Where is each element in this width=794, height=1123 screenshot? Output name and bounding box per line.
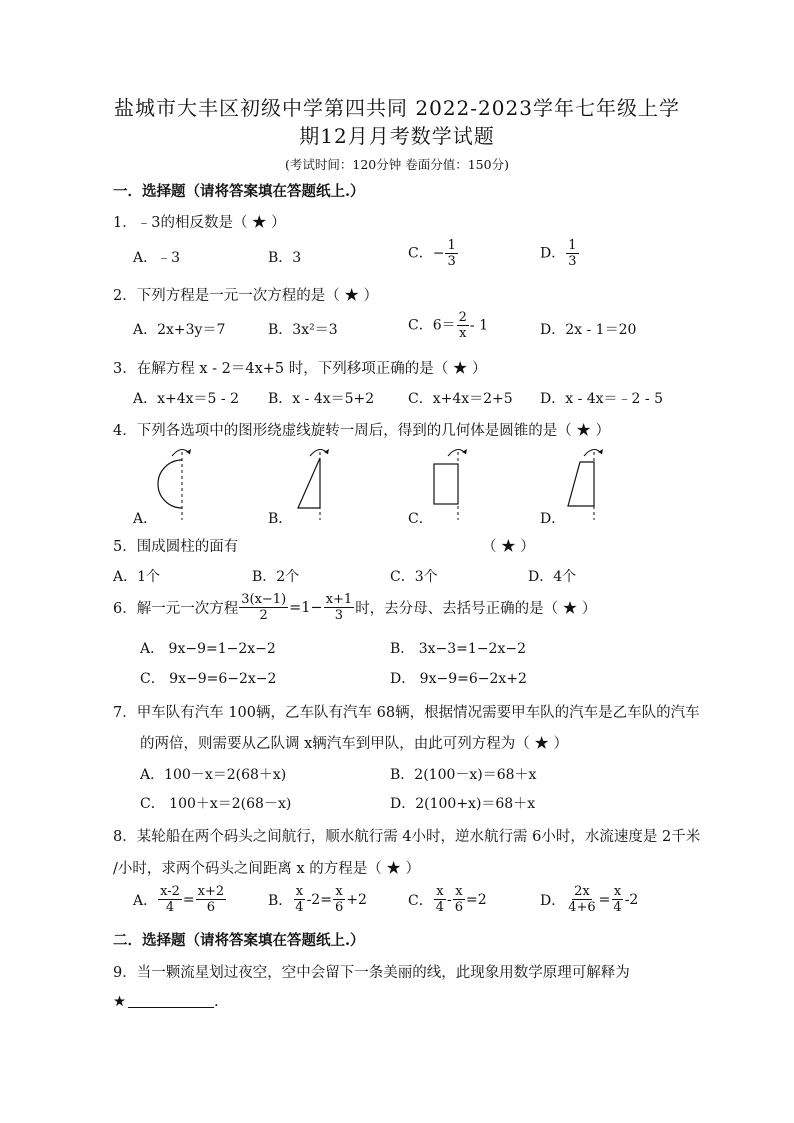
q7-option-d: D．2(100+x)＝68＋x xyxy=(390,796,536,812)
q4-figure-a-semicircle xyxy=(150,446,200,522)
q8-option-b: B． $\frac{x}{4}$ -2= $\frac{x}{6}$ +2 xyxy=(268,884,367,915)
q5-option-c: C．3个 xyxy=(390,569,438,585)
q6-option-a: A． 9x−9=1−2x−2 xyxy=(140,641,276,657)
q7-option-a: A．100－x＝2(68＋x) xyxy=(140,767,287,783)
q5-option-b: B．2个 xyxy=(252,569,300,585)
q7-stem-line2: 的两倍，则需要从乙队调 x辆汽车到甲队，由此可列方程为（ ★ ） xyxy=(140,736,569,752)
q8-stem-line1: 8．某轮船在两个码头之间航行，顺水航行需 4小时，逆水航行需 6小时，水流速度是 2千米 xyxy=(113,829,701,845)
section1-heading: 一．选择题（请将答案填在答题纸上.） xyxy=(113,183,365,200)
exam-subtitle: (考试时间：120分钟 卷面分值：150分) xyxy=(285,157,509,172)
q1-option-b: B．3 xyxy=(268,250,302,266)
exam-title-line1: 盐城市大丰区初级中学第四共同 2022-2023学年七年级上学 xyxy=(114,96,680,120)
q3-option-c: C．x+4x＝2+5 xyxy=(408,391,513,407)
q2-option-b: B．3x²＝3 xyxy=(268,322,338,338)
q4-figure-d-trapezoid xyxy=(562,446,612,522)
q1-c-fraction: $\frac{1}{3}$ xyxy=(447,238,456,269)
q2-c-fraction: $\frac{2}{x}$ xyxy=(458,310,467,341)
q4-figure-b-triangle xyxy=(288,446,338,522)
q6-fraction-2: $\frac{x+1}{3}$ xyxy=(325,592,353,623)
q9-stem: 9．当一颗流星划过夜空，空中会留下一条美丽的线，此现象用数学原理可解释为 xyxy=(113,965,630,981)
q4-option-c: C． xyxy=(408,511,433,527)
q9-answer-blank: ★ . xyxy=(113,994,219,1010)
q5-stem: 5．围成圆柱的面有 xyxy=(113,539,239,555)
q1-option-c: C．− $\frac{1}{3}$ xyxy=(408,238,456,269)
q2-option-c: C．6＝ $\frac{2}{x}$ - 1 xyxy=(408,310,488,341)
q2-option-a: A．2x+3y＝7 xyxy=(133,322,226,338)
answer-blank-line xyxy=(128,1007,214,1008)
q7-option-c: C． 100＋x＝2(68－x) xyxy=(140,796,292,812)
q6-stem: 6．解一元一次方程 $\frac{3(x-1)}{2}$ =1− $\frac{x+1}{3}$ 时，去分母、去括号正确的是（ ★ ） xyxy=(113,592,597,623)
q4-option-b: B． xyxy=(268,511,293,527)
q3-option-a: A．x+4x＝5 - 2 xyxy=(133,391,239,407)
q2-stem: 2．下列方程是一元一次方程的是（ ★ ） xyxy=(113,288,378,304)
exam-title-line2: 期12月月考数学试题 xyxy=(299,124,495,148)
q6-option-c: C． 9x−9=6−2x−2 xyxy=(140,671,277,687)
q8-option-a: A． $\frac{x-2}{4}$ = $\frac{x+2}{6}$ xyxy=(133,884,225,915)
q4-option-a: A． xyxy=(133,511,158,527)
q5-answer-star: （ ★ ） xyxy=(482,539,535,555)
q4-stem: 4．下列各选项中的图形绕虚线旋转一周后，得到的几何体是圆锥的是（ ★ ） xyxy=(113,423,610,439)
q8-stem-line2: /小时，求两个码头之间距离 x 的方程是（ ★ ） xyxy=(113,861,420,877)
q1-option-d: D． $\frac{1}{3}$ xyxy=(540,238,577,269)
q1-option-a: A．﹣3 xyxy=(133,250,181,266)
q4-figure-c-rectangle xyxy=(428,446,478,522)
q3-option-d: D．x - 4x＝﹣2 - 5 xyxy=(540,391,663,407)
q6-fraction-1: $\frac{3(x-1)}{2}$ xyxy=(241,592,287,623)
q5-option-a: A．1个 xyxy=(113,569,161,585)
q6-option-d: D． 9x−9=6−2x+2 xyxy=(390,671,527,687)
q3-stem: 3．在解方程 x - 2＝4x+5 时，下列移项正确的是（ ★ ） xyxy=(113,361,487,377)
q3-option-b: B．x - 4x＝5+2 xyxy=(268,391,375,407)
q5-option-d: D．4个 xyxy=(528,569,577,585)
q2-option-d: D．2x - 1＝20 xyxy=(540,322,637,338)
q8-option-c: C． $\frac{x}{4}$ - $\frac{x}{6}$ =2 xyxy=(408,884,487,915)
q8-option-d: D． $\frac{2x}{4+6}$ = $\frac{x}{4}$ -2 xyxy=(540,884,639,915)
q7-option-b: B．2(100－x)＝68＋x xyxy=(390,767,537,783)
q6-option-b: B． 3x−3=1−2x−2 xyxy=(390,641,526,657)
q1-d-fraction: $\frac{1}{3}$ xyxy=(568,238,577,269)
section2-heading: 二．选择题（请将答案填在答题纸上.） xyxy=(113,932,365,949)
q4-option-d: D． xyxy=(540,511,566,527)
q7-stem-line1: 7．甲车队有汽车 100辆，乙车队有汽车 68辆，根据情况需要甲车队的汽车是乙车队的汽车 xyxy=(113,705,700,721)
q1-stem: 1．﹣3的相反数是（ ★ ） xyxy=(113,215,286,231)
